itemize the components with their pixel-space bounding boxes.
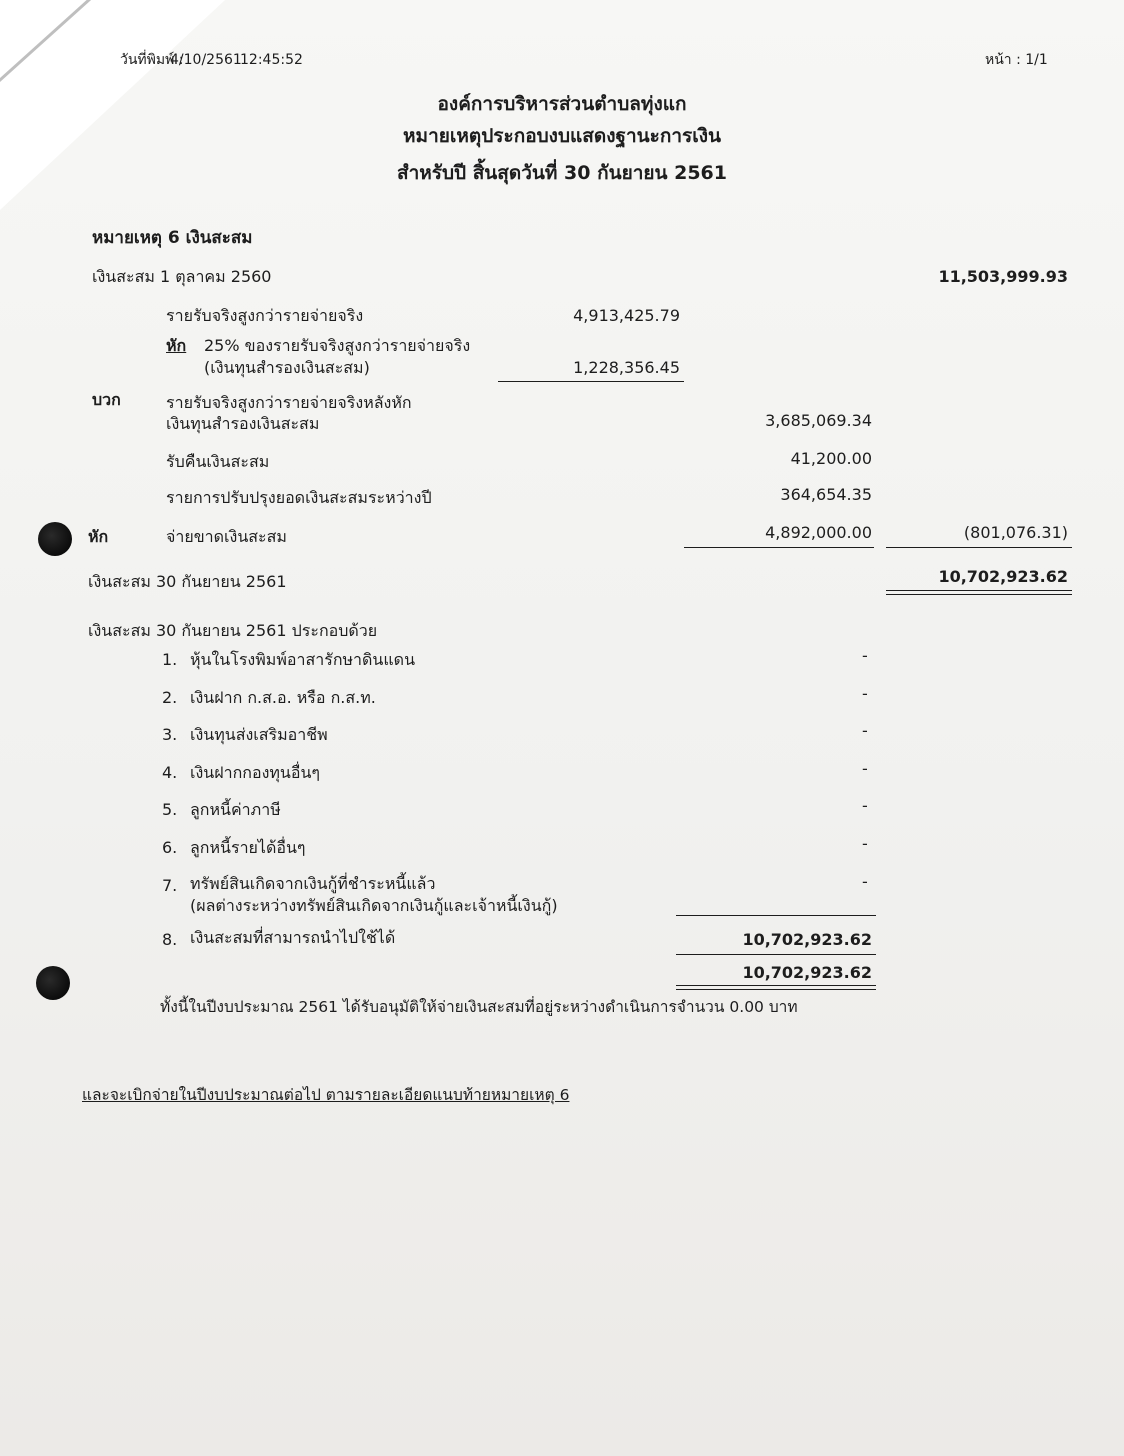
item-value: - <box>862 834 868 853</box>
add-word: บวก <box>92 390 121 409</box>
footnote: ทั้งนี้ในปีงบประมาณ 2561 ได้รับอนุมัติให้จ่ายเงินสะสมที่อยู่ระหว่างดำเนินการจำนวน 0.00 บาท <box>160 998 798 1016</box>
net-surplus-line2: เงินทุนสำรองเงินสะสม <box>166 414 320 433</box>
item-number: 4. <box>162 763 178 782</box>
closing-value: 10,702,923.62 <box>938 567 1068 586</box>
deduct-value: 4,892,000.00 <box>765 523 872 542</box>
item7-value: - <box>862 872 868 891</box>
grand-total: 10,702,923.62 <box>742 963 872 982</box>
closing-double-line-1 <box>886 590 1072 591</box>
item-number: 1. <box>162 650 178 669</box>
deduct-label: จ่ายขาดเงินสะสม <box>166 527 287 546</box>
net-surplus-value: 3,685,069.34 <box>765 411 872 430</box>
footnote-continued: และจะเบิกจ่ายในปีงบประมาณต่อไป ตามรายละเอียดแนบท้ายหมายเหตุ 6 <box>82 1086 570 1104</box>
less-25-value: 1,228,356.45 <box>573 358 680 377</box>
grand-double-line-2 <box>676 989 876 990</box>
less-25-line1: 25% ของรายรับจริงสูงกว่ารายจ่ายจริง <box>204 336 471 355</box>
item-number: 3. <box>162 725 178 744</box>
item-number: 5. <box>162 800 178 819</box>
opening-value: 11,503,999.93 <box>938 267 1068 286</box>
change-total: (801,076.31) <box>963 523 1068 542</box>
less-25-line2: (เงินทุนสำรองเงินสะสม) <box>204 358 370 377</box>
surplus-value: 4,913,425.79 <box>573 306 680 325</box>
item-label: เงินฝากกองทุนอื่นๆ <box>190 763 320 782</box>
item8-label: เงินสะสมที่สามารถนำไปใช้ได้ <box>190 928 396 947</box>
item-label: เงินทุนส่งเสริมอาชีพ <box>190 725 328 744</box>
closing-label: เงินสะสม 30 กันยายน 2561 <box>88 572 287 591</box>
refund-value: 41,200.00 <box>790 449 872 468</box>
opening-label: เงินสะสม 1 ตุลาคม 2560 <box>92 267 272 286</box>
grand-double-line-1 <box>676 985 876 986</box>
print-date-label: วันที่พิมพ์ : <box>120 52 184 68</box>
net-surplus-line1: รายรับจริงสูงกว่ารายจ่ายจริงหลังหัก <box>166 393 412 412</box>
item8-number: 8. <box>162 930 178 949</box>
org-title: องค์การบริหารส่วนตำบลทุ่งแก <box>437 93 687 115</box>
note-heading: หมายเหตุ 6 เงินสะสม <box>92 228 253 248</box>
item7-line2: (ผลต่างระหว่างทรัพย์สินเกิดจากเงินกู้และเจ้าหนี้เงินกู้) <box>190 896 558 915</box>
item-value: - <box>862 759 868 778</box>
composition-heading: เงินสะสม 30 กันยายน 2561 ประกอบด้วย <box>88 621 378 640</box>
item-label: ลูกหนี้รายได้อื่นๆ <box>190 838 306 857</box>
item7-underline <box>676 915 876 916</box>
print-time: 12:45:52 <box>240 52 303 68</box>
deduct-underline <box>684 547 874 548</box>
surplus-label: รายรับจริงสูงกว่ารายจ่ายจริง <box>166 306 364 325</box>
page-number: หน้า : 1/1 <box>985 52 1048 68</box>
punch-hole-top <box>38 522 72 556</box>
item-value: - <box>862 646 868 665</box>
item7-number: 7. <box>162 876 178 895</box>
report-title: หมายเหตุประกอบงบแสดงฐานะการเงิน <box>403 125 721 147</box>
subtotal-underline-1 <box>498 381 684 382</box>
item-value: - <box>862 721 868 740</box>
item-value: - <box>862 684 868 703</box>
item-label: หุ้นในโรงพิมพ์อาสารักษาดินแดน <box>190 650 415 669</box>
period-title: สำหรับปี สิ้นสุดวันที่ 30 กันยายน 2561 <box>396 162 727 184</box>
closing-double-line-2 <box>886 594 1072 595</box>
adjust-value: 364,654.35 <box>780 485 872 504</box>
item8-underline <box>676 954 876 955</box>
change-underline <box>886 547 1072 548</box>
refund-label: รับคืนเงินสะสม <box>166 452 270 471</box>
item-label: เงินฝาก ก.ส.อ. หรือ ก.ส.ท. <box>190 688 376 707</box>
deduct-word: หัก <box>88 527 109 546</box>
print-date: 4/10/2561 <box>170 52 242 68</box>
item-number: 6. <box>162 838 178 857</box>
item-label: ลูกหนี้ค่าภาษี <box>190 800 281 819</box>
adjust-label: รายการปรับปรุงยอดเงินสะสมระหว่างปี <box>166 488 432 507</box>
item8-value: 10,702,923.62 <box>742 930 872 949</box>
less-word: หัก <box>166 336 187 355</box>
item-number: 2. <box>162 688 178 707</box>
punch-hole-bottom <box>36 966 70 1000</box>
item7-line1: ทรัพย์สินเกิดจากเงินกู้ที่ชำระหนี้แล้ว <box>190 874 436 893</box>
item-value: - <box>862 796 868 815</box>
